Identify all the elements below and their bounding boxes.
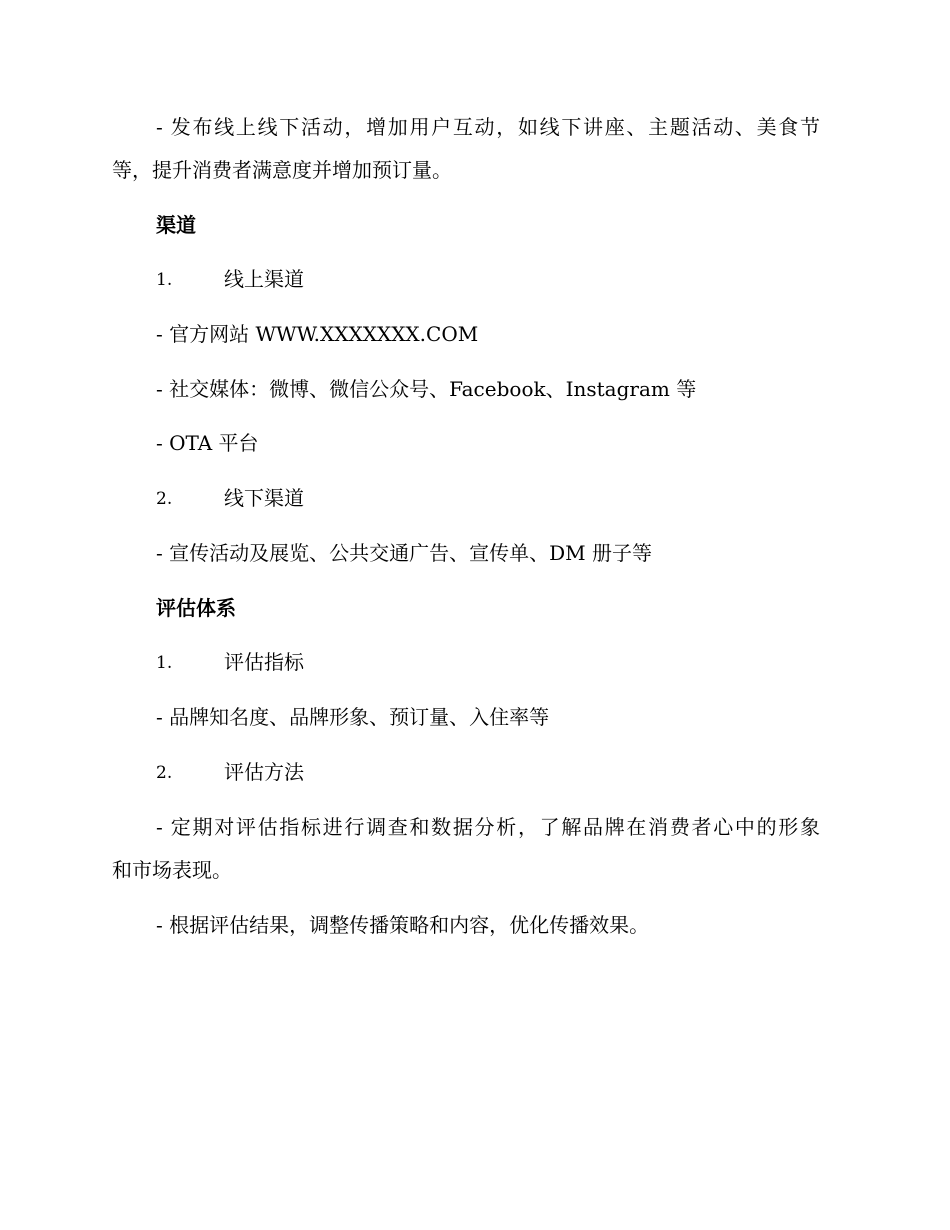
section-heading-evaluation: 评估体系 (156, 596, 236, 620)
paragraph-methods-line2: 和市场表现。 (112, 858, 232, 882)
list-item-social-media: - 社交媒体：微博、微信公众号、Facebook、Instagram 等 (156, 377, 697, 401)
list-item-metrics: - 品牌知名度、品牌形象、预订量、入住率等 (156, 705, 550, 729)
paragraph-activities-line2: 等，提升消费者满意度并增加预订量。 (112, 158, 452, 182)
list-item-official-website: - 官方网站 WWW.XXXXXXX.COM (156, 322, 479, 346)
list-number-online: 1. (156, 270, 173, 290)
list-item-offline-promotion: - 宣传活动及展览、公共交通广告、宣传单、DM 册子等 (156, 541, 652, 565)
section-heading-channels: 渠道 (156, 213, 196, 237)
subheading-online-channels: 线上渠道 (224, 267, 304, 291)
subheading-offline-channels: 线下渠道 (224, 486, 304, 510)
list-item-ota-platform: - OTA 平台 (156, 431, 259, 455)
list-number-methods: 2. (156, 763, 173, 783)
paragraph-methods-line1: - 定期对评估指标进行调查和数据分析，了解品牌在消费者心中的形象 (156, 815, 820, 839)
paragraph-activities-line1: - 发布线上线下活动，增加用户互动，如线下讲座、主题活动、美食节 (156, 115, 820, 139)
subheading-evaluation-metrics: 评估指标 (224, 650, 304, 674)
list-number-metrics: 1. (156, 653, 173, 673)
paragraph-adjust-strategy: - 根据评估结果，调整传播策略和内容，优化传播效果。 (156, 913, 650, 937)
subheading-evaluation-methods: 评估方法 (224, 760, 304, 784)
list-number-offline: 2. (156, 489, 173, 509)
